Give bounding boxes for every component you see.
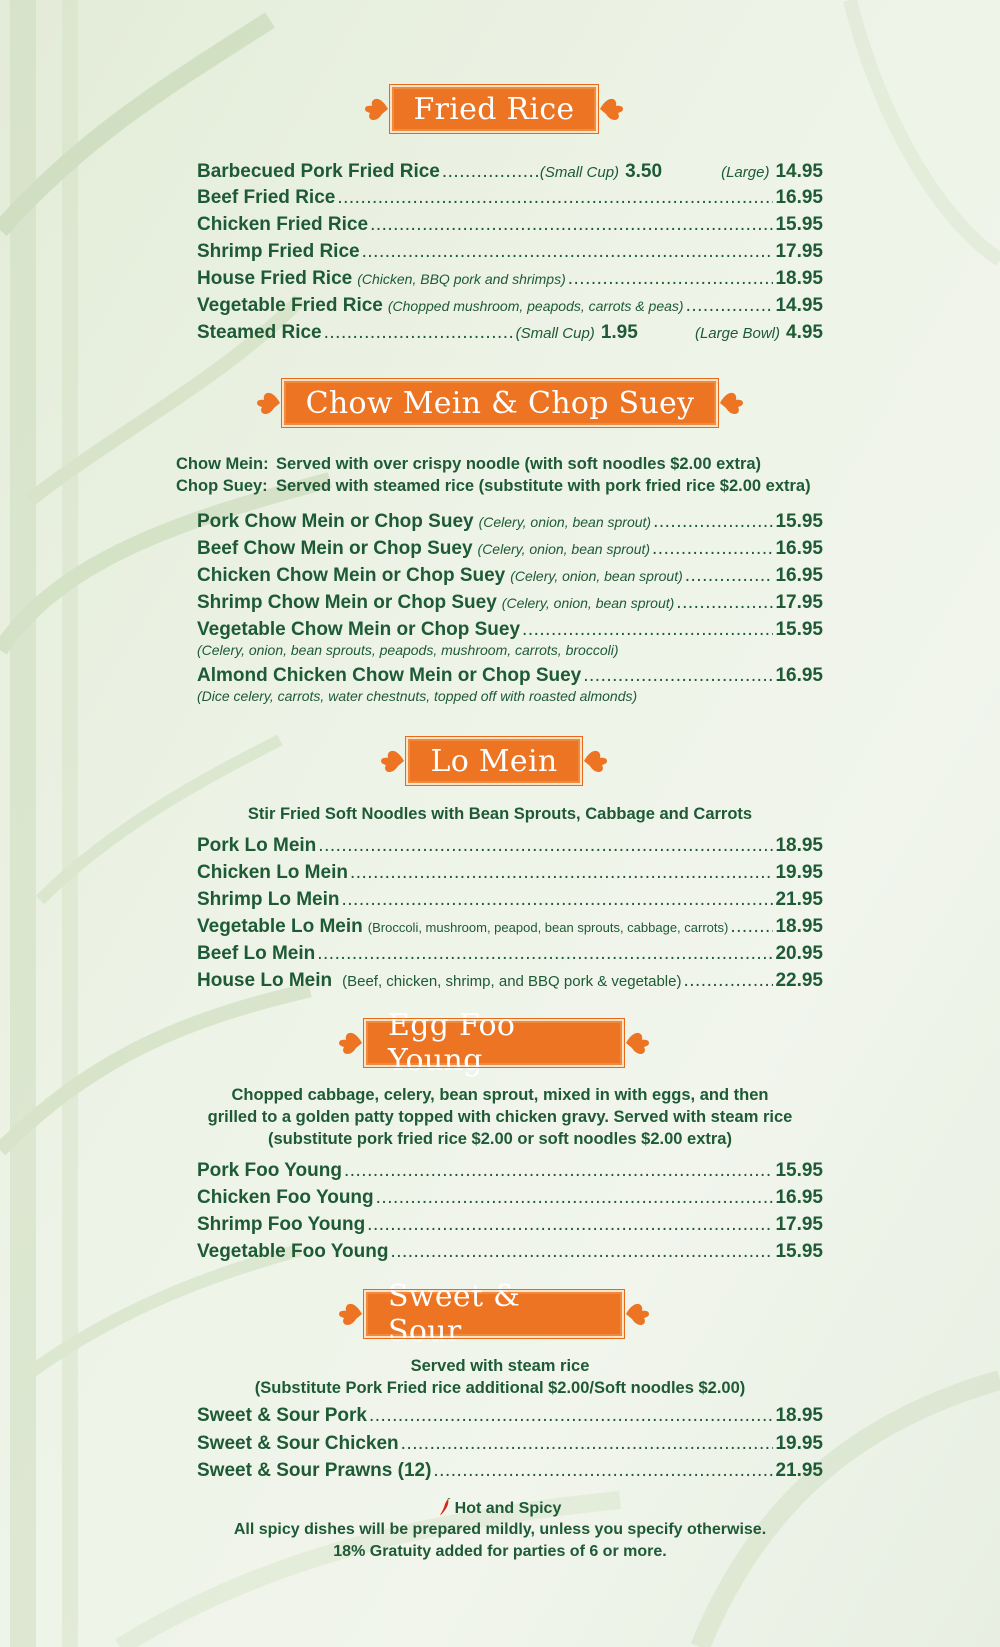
menu-item: Chicken Fried Rice ..... 15.95 (197, 214, 823, 240)
ornament-left-icon (336, 1020, 364, 1066)
section-title: Lo Mein (406, 737, 581, 785)
section-description: (Substitute Pork Fried rice additional $2.00/Soft noodles $2.00) (254, 1379, 746, 1397)
chow-mein-note: Chow Mein: Served with over crispy noodle (with soft noodles $2.00 extra) (176, 455, 762, 473)
menu-item: Almond Chicken Chow Mein or Chop Suey ..... 16.95 (197, 665, 823, 691)
spicy-legend: Hot and Spicy (0, 1498, 1000, 1520)
item-description: (Celery, onion, bean sprouts, peapods, mushroom, carrots, broccoli) (197, 642, 619, 658)
section-title: Fried Rice (390, 85, 599, 133)
menu-item: Beef Fried Rice ..... 16.95 (197, 187, 823, 213)
menu-item: Barbecued Pork Fried Rice ..... (Small Cup) 3.50 (Large) 14.95 (197, 161, 823, 187)
menu-item: Steamed Rice ..... (Small Cup) 1.95 (Large Bowl) 4.95 (197, 322, 823, 348)
item-description: (Dice celery, carrots, water chestnuts, topped off with roasted almonds) (197, 688, 638, 704)
section-title: Chow Mein & Chop Suey (282, 379, 719, 427)
menu-item: House Fried Rice (Chicken, BBQ pork and shrimps) ..... 18.95 (197, 268, 823, 294)
section-title: Sweet & Sour (364, 1290, 624, 1338)
lo-mein-banner (336, 738, 652, 784)
menu-item: Pork Chow Mein or Chop Suey (Celery, onion, bean sprout) ..... 15.95 (197, 511, 823, 537)
menu-item: Sweet & Sour Prawns (12) ..... 21.95 (197, 1460, 823, 1486)
ornament-right-icon (624, 1020, 652, 1066)
section-description: grilled to a golden patty topped with chicken gravy. Served with steam rice (207, 1108, 793, 1126)
menu-item: Shrimp Lo Mein ..... 21.95 (197, 889, 823, 915)
gratuity-note: 18% Gratuity added for parties of 6 or more. (333, 1543, 667, 1560)
ornament-left-icon (336, 1291, 364, 1337)
menu-item: Shrimp Foo Young ..... 17.95 (197, 1214, 823, 1240)
menu-item: Chicken Foo Young ..... 16.95 (197, 1187, 823, 1213)
ornament-right-icon (582, 738, 610, 784)
menu-item: Shrimp Chow Mein or Chop Suey (Celery, onion, bean sprout) ..... 17.95 (197, 592, 823, 618)
ornament-left-icon (378, 738, 406, 784)
section-description: Served with steam rice (410, 1357, 590, 1375)
menu-item: Chicken Lo Mein ..... 19.95 (197, 862, 823, 888)
menu-item: Beef Chow Mein or Chop Suey (Celery, onion, bean sprout) ..... 16.95 (197, 538, 823, 564)
ornament-right-icon (598, 86, 626, 132)
section-description: Chopped cabbage, celery, bean sprout, mixed in with eggs, and then (231, 1086, 769, 1104)
chop-suey-note: Chop Suey: Served with steamed rice (substitute with pork fried rice $2.00 extra) (176, 477, 811, 495)
chili-pepper-icon (439, 1498, 451, 1516)
section-description: Stir Fried Soft Noodles with Bean Sprouts, Cabbage and Carrots (247, 805, 753, 823)
menu-item: Sweet & Sour Chicken ..... 19.95 (197, 1433, 823, 1459)
menu-item: Vegetable Lo Mein (Broccoli, mushroom, peapod, bean sprouts, cabbage, carrots) ..... 18.95 (197, 916, 823, 942)
menu-item: Pork Foo Young ..... 15.95 (197, 1160, 823, 1186)
spicy-note: All spicy dishes will be prepared mildly, unless you specify otherwise. (233, 1521, 767, 1538)
menu-item: Chicken Chow Mein or Chop Suey (Celery, onion, bean sprout) ..... 16.95 (197, 565, 823, 591)
menu-item: Vegetable Foo Young ..... 15.95 (197, 1241, 823, 1267)
menu-item: Pork Lo Mein ..... 18.95 (197, 835, 823, 861)
ornament-right-icon (624, 1291, 652, 1337)
ornament-left-icon (254, 380, 282, 426)
menu-item: Sweet & Sour Pork ..... 18.95 (197, 1405, 823, 1431)
chow-mein-banner (250, 380, 750, 426)
ornament-right-icon (718, 380, 746, 426)
section-description: (substitute pork fried rice $2.00 or soft noodles $2.00 extra) (268, 1130, 732, 1148)
menu-item: Vegetable Chow Mein or Chop Suey ..... 15.95 (197, 619, 823, 645)
section-title: Egg Foo Young (364, 1019, 624, 1067)
fried-rice-banner (336, 86, 652, 132)
menu-item: Vegetable Fried Rice (Chopped mushroom, peapods, carrots & peas) ..... 14.95 (197, 295, 823, 321)
ornament-left-icon (362, 86, 390, 132)
menu-item: Beef Lo Mein ..... 20.95 (197, 943, 823, 969)
sweet-sour-banner (336, 1279, 652, 1349)
menu-item: House Lo Mein (Beef, chicken, shrimp, and BBQ pork & vegetable) ..... 22.95 (197, 970, 823, 996)
egg-foo-young-banner (336, 1008, 652, 1078)
menu-item: Shrimp Fried Rice ..... 17.95 (197, 241, 823, 267)
